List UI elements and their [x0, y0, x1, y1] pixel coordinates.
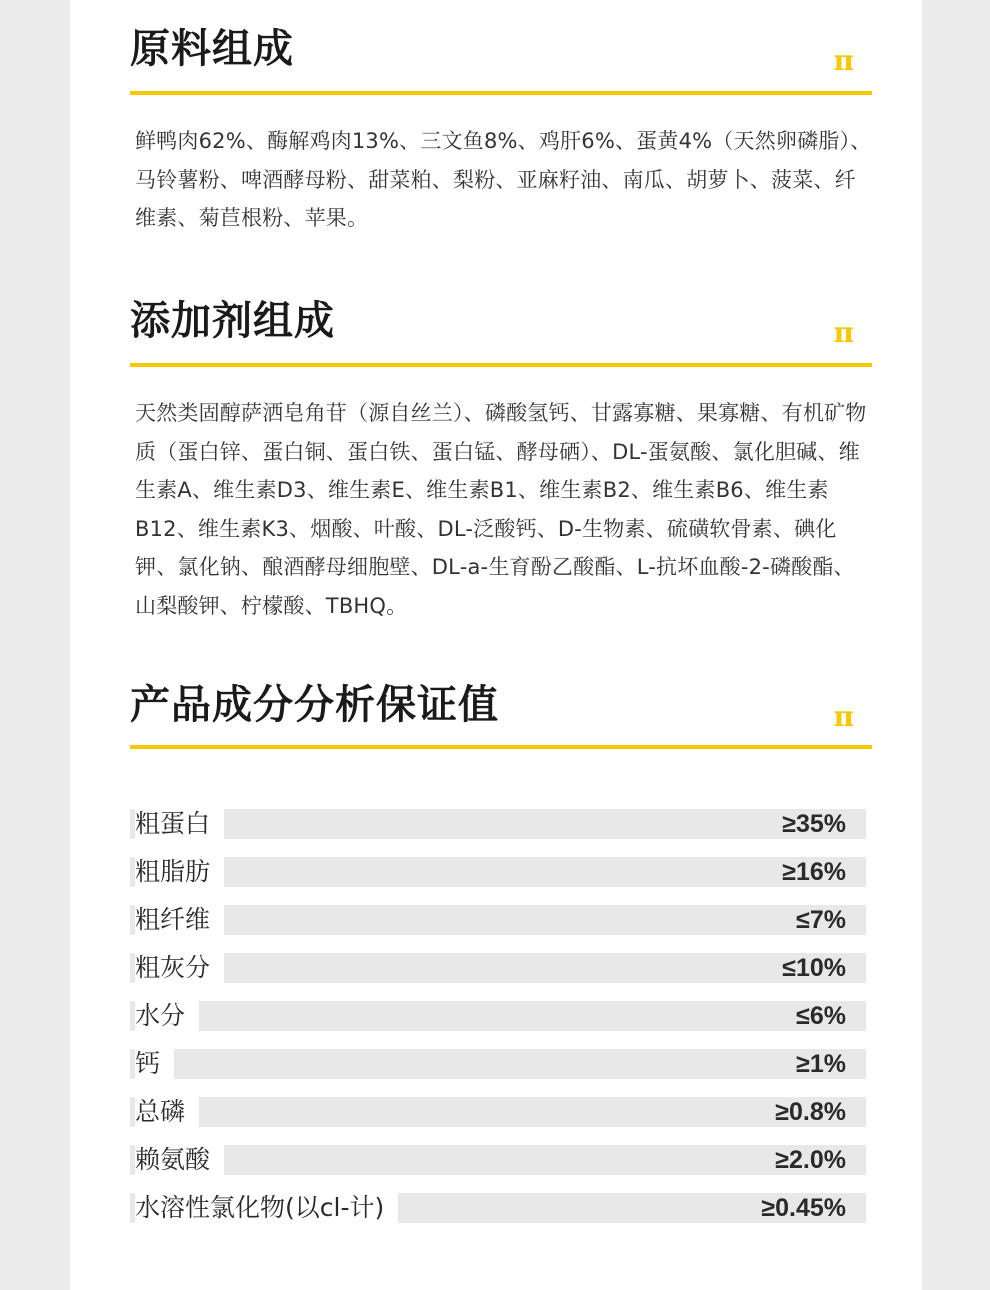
- analysis-value: ≥1%: [796, 1050, 846, 1078]
- section-analysis: [130, 680, 872, 733]
- row-bar: [130, 1049, 866, 1079]
- analysis-value: ≥0.45%: [761, 1194, 846, 1222]
- pi-icon: π: [833, 700, 854, 733]
- row-bar: [130, 1097, 866, 1127]
- section-title-ingredients: 原料组成: [130, 26, 294, 72]
- analysis-value: ≥16%: [782, 858, 846, 886]
- analysis-row: [130, 1044, 866, 1092]
- section-divider: [130, 363, 872, 367]
- analysis-label: 总磷: [135, 1094, 199, 1130]
- pi-icon: π: [833, 316, 854, 349]
- analysis-label: 粗灰分: [135, 950, 224, 986]
- analysis-label: 粗蛋白: [135, 806, 224, 842]
- analysis-value: ≥35%: [782, 810, 846, 838]
- analysis-table: [130, 804, 866, 1236]
- section-additives: [130, 296, 872, 618]
- row-bar: [130, 905, 866, 935]
- analysis-value: ≥2.0%: [775, 1146, 846, 1174]
- row-bar: [130, 1145, 866, 1175]
- analysis-value: ≥0.8%: [775, 1098, 846, 1126]
- section-ingredients: [130, 24, 872, 230]
- analysis-label: 水分: [135, 998, 199, 1034]
- additives-text: 天然类固醇萨洒皂角苷（源自丝兰）、磷酸氢钙、甘露寡糖、果寡糖、有机矿物质（蛋白锌、蛋白铜、蛋白铁、蛋白锰、酵母硒）、DL-蛋氨酸、氯化胆碱、维生素A、维生素D3、维生素E、维生素B1、维生素B2、维生素B6、维生素B12、维生素K3、烟酸、叶酸、DL-泛酸钙、D-生物素、硫磺软骨素、碘化钾、氯化钠、酿酒酵母细胞壁、DL-a-生育酚乙酸酯、L-抗坏血酸-2-磷酸酯、山梨酸钾、柠檬酸、TBHQ。: [135, 401, 867, 618]
- section-divider: [130, 91, 872, 95]
- row-bar: [130, 1001, 866, 1031]
- analysis-row: [130, 1188, 866, 1236]
- analysis-row: [130, 1092, 866, 1140]
- analysis-row: [130, 948, 866, 996]
- row-bar: [130, 953, 866, 983]
- analysis-row: [130, 804, 866, 852]
- analysis-row: [130, 1140, 866, 1188]
- section-title-analysis: 产品成分分析保证值: [130, 682, 499, 728]
- analysis-value: ≤10%: [782, 954, 846, 982]
- pi-icon: π: [833, 44, 854, 77]
- section-divider: [130, 745, 872, 749]
- analysis-value: ≤6%: [796, 1002, 846, 1030]
- section-title-additives: 添加剂组成: [130, 298, 335, 344]
- analysis-label: 粗纤维: [135, 902, 224, 938]
- analysis-row: [130, 852, 866, 900]
- row-bar: [130, 857, 866, 887]
- analysis-label: 粗脂肪: [135, 854, 224, 890]
- analysis-row: [130, 900, 866, 948]
- analysis-value: ≤7%: [796, 906, 846, 934]
- analysis-label: 水溶性氯化物(以cl-计): [135, 1190, 398, 1226]
- ingredients-text: 鲜鸭肉62%、酶解鸡肉13%、三文鱼8%、鸡肝6%、蛋黄4%（天然卵磷脂）、马铃薯粉、啤酒酵母粉、甜菜粕、梨粉、亚麻籽油、南瓜、胡萝卜、菠菜、纤维素、菊苣根粉、苹果。: [135, 129, 872, 230]
- row-bar: [130, 809, 866, 839]
- analysis-row: [130, 996, 866, 1044]
- analysis-label: 赖氨酸: [135, 1142, 224, 1178]
- analysis-label: 钙: [135, 1046, 174, 1082]
